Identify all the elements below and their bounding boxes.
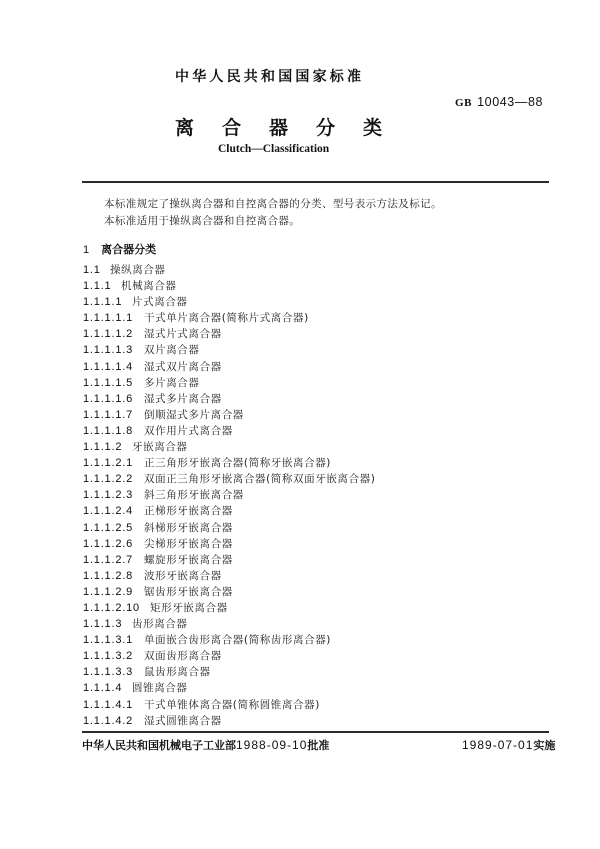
outline-number: 1.1.1.2 [83, 441, 123, 454]
effective-date: 1989-07-01 [462, 738, 534, 752]
outline-number: 1.1.1.2.3 [83, 489, 134, 502]
outline-number: 1.1.1.3 [83, 618, 123, 631]
standard-type-header: 中华人民共和国国家标准 [175, 69, 365, 85]
header-divider [82, 181, 549, 183]
outline-number: 1.1.1.2.8 [83, 569, 134, 582]
standard-code-prefix: GB [455, 97, 473, 109]
outline-item [83, 471, 375, 487]
outline-number: 1.1.1.2.5 [83, 521, 134, 534]
outline-item [83, 439, 375, 455]
outline-label: 鼠齿形离合器 [144, 666, 211, 679]
outline-number: 1.1.1.1.7 [83, 408, 134, 421]
standard-code-number: 10043—88 [477, 95, 544, 109]
outline-label: 双片离合器 [144, 344, 200, 357]
outline-item [83, 520, 375, 536]
outline-number: 1.1.1.1.2 [83, 328, 134, 341]
section-heading [83, 241, 156, 257]
classification-outline [83, 262, 375, 729]
outline-number: 1.1.1.4 [83, 682, 123, 695]
outline-item [83, 536, 375, 552]
outline-label: 干式单锥体离合器(简称圆锥离合器) [144, 698, 320, 711]
outline-number: 1.1 [83, 264, 101, 276]
outline-label: 尖梯形牙嵌离合器 [144, 537, 233, 550]
outline-item [83, 552, 375, 568]
document-title: 离合器分类 [175, 117, 411, 139]
outline-item [83, 584, 375, 600]
outline-number: 1.1.1.1.8 [83, 424, 134, 437]
outline-label: 双作用片式离合器 [144, 424, 233, 437]
outline-item [83, 375, 375, 391]
outline-label: 圆锥离合器 [132, 682, 188, 695]
outline-number: 1.1.1.3.1 [83, 634, 134, 647]
outline-item [83, 568, 375, 584]
outline-label: 湿式圆锥离合器 [144, 714, 222, 727]
approving-authority: 中华人民共和国机械电子工业部 [82, 739, 236, 752]
outline-label: 锯齿形牙嵌离合器 [144, 585, 233, 598]
outline-item [83, 310, 375, 326]
outline-item [83, 487, 375, 503]
outline-label: 操纵离合器 [110, 264, 166, 276]
outline-number: 1.1.1.1.5 [83, 376, 134, 389]
approval-suffix: 批准 [307, 739, 330, 752]
section-number: 1 [83, 244, 90, 256]
approval-date: 1988-09-10 [236, 738, 308, 752]
outline-item [83, 342, 375, 358]
outline-number: 1.1.1.2.2 [83, 473, 134, 486]
outline-number: 1.1.1.2.7 [83, 553, 134, 566]
outline-number: 1.1.1.3.2 [83, 650, 134, 663]
outline-label: 湿式片式离合器 [144, 328, 222, 341]
intro-scope-line: 本标准规定了操纵离合器和自控离合器的分类、型号表示方法及标记。 [104, 198, 442, 210]
approval-note [82, 737, 329, 753]
outline-number: 1.1.1 [83, 280, 112, 293]
outline-item [83, 262, 375, 278]
document-subtitle-en: Clutch—Classification [218, 143, 330, 155]
outline-item [83, 407, 375, 423]
outline-label: 单面嵌合齿形离合器(简称齿形离合器) [144, 634, 331, 647]
outline-number: 1.1.1.2.6 [83, 537, 134, 550]
outline-number: 1.1.1.2.10 [83, 601, 140, 614]
outline-label: 斜三角形牙嵌离合器 [144, 489, 244, 502]
outline-item [83, 680, 375, 696]
effective-note [462, 737, 555, 753]
outline-number: 1.1.1.1 [83, 296, 123, 309]
outline-item [83, 600, 375, 616]
outline-label: 多片离合器 [144, 376, 200, 389]
outline-item [83, 713, 375, 729]
footer-divider [82, 731, 549, 733]
outline-number: 1.1.1.3.3 [83, 666, 134, 679]
outline-number: 1.1.1.4.2 [83, 714, 134, 727]
outline-item [83, 455, 375, 471]
outline-number: 1.1.1.4.1 [83, 698, 134, 711]
effective-suffix: 实施 [533, 739, 556, 752]
outline-number: 1.1.1.1.4 [83, 360, 134, 373]
outline-label: 双面正三角形牙嵌离合器(简称双面牙嵌离合器) [144, 473, 376, 486]
outline-label: 牙嵌离合器 [132, 441, 188, 454]
outline-label: 双面齿形离合器 [144, 650, 222, 663]
outline-item [83, 664, 375, 680]
outline-label: 机械离合器 [121, 280, 177, 293]
outline-label: 干式单片离合器(简称片式离合器) [144, 312, 309, 325]
outline-item [83, 359, 375, 375]
outline-number: 1.1.1.1.3 [83, 344, 134, 357]
outline-item [83, 503, 375, 519]
outline-item [83, 423, 375, 439]
outline-label: 正梯形牙嵌离合器 [144, 505, 233, 518]
outline-label: 斜梯形牙嵌离合器 [144, 521, 233, 534]
outline-label: 正三角形牙嵌离合器(简称牙嵌离合器) [144, 457, 331, 470]
outline-item [83, 278, 375, 294]
outline-number: 1.1.1.1.6 [83, 392, 134, 405]
outline-label: 片式离合器 [132, 296, 188, 309]
outline-label: 湿式多片离合器 [144, 392, 222, 405]
outline-item [83, 616, 375, 632]
outline-item [83, 326, 375, 342]
standard-code [455, 94, 543, 109]
outline-label: 螺旋形牙嵌离合器 [144, 553, 233, 566]
outline-label: 波形牙嵌离合器 [144, 569, 222, 582]
outline-item [83, 632, 375, 648]
intro-applicability-line: 本标准适用于操纵离合器和自控离合器。 [104, 215, 301, 227]
outline-item [83, 648, 375, 664]
outline-item [83, 697, 375, 713]
outline-item [83, 391, 375, 407]
outline-number: 1.1.1.2.1 [83, 457, 134, 470]
section-title: 离合器分类 [101, 243, 157, 256]
outline-label: 矩形牙嵌离合器 [150, 601, 228, 614]
outline-number: 1.1.1.1.1 [83, 312, 134, 325]
outline-label: 湿式双片离合器 [144, 360, 222, 373]
outline-number: 1.1.1.2.9 [83, 585, 134, 598]
outline-label: 倒顺湿式多片离合器 [144, 408, 244, 421]
outline-number: 1.1.1.2.4 [83, 505, 134, 518]
outline-label: 齿形离合器 [132, 618, 188, 631]
outline-item [83, 294, 375, 310]
